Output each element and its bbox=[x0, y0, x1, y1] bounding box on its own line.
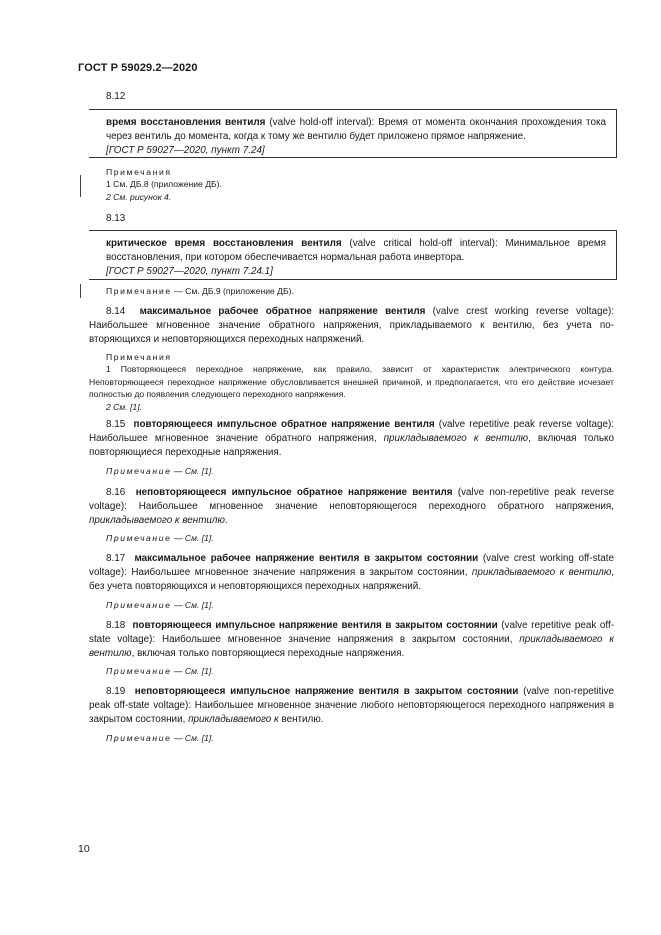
definition-text: 8.15 повторяющееся импульсное обратное напряжение вентиля (valve repetitive peak reverse voltage): Наибольшее мгновенное значение обратного напряжения, прикладываемого к вентилю, включая только повторяющиеся переходные напряжения. bbox=[89, 419, 614, 459]
definition: Минимальное время восстановления, при котором обеспечивается нормальная работа инвертора. bbox=[106, 238, 607, 264]
document-header: ГОСТ Р 59029.2—2020 bbox=[78, 62, 198, 74]
note-label: Примечание bbox=[106, 600, 172, 610]
definition-box-8-13 bbox=[89, 230, 617, 280]
note-8-13 bbox=[106, 285, 606, 297]
change-bar bbox=[80, 175, 81, 197]
note-item: 1 См. ДБ.8 (приложение ДБ). bbox=[106, 179, 222, 190]
note-label: Примечание bbox=[106, 666, 172, 676]
page-number: 10 bbox=[78, 843, 90, 855]
clause-8-17 bbox=[89, 552, 614, 595]
notes-label: Примечания bbox=[106, 352, 172, 362]
note-text: — См. ДБ.9 (приложение ДБ). bbox=[174, 286, 294, 296]
definition-text: 8.18 повторяющееся импульсное напряжение вентиля в закрытом состоянии (valve repetitive peak off-state voltage): Наибольшее мгновенное значение напряжения в закрытом состоянии, прикладываемого к вентилю, включая только повторяющиеся переходные напряжения. bbox=[89, 620, 614, 660]
term: время восстановления вентиля bbox=[106, 117, 266, 128]
term: неповторяющееся импульсное обратное напряжение вентиля bbox=[135, 487, 453, 498]
clause-number: 8.12 bbox=[106, 91, 126, 102]
note-item: 1 Повторяющееся переходное напряжение, как правило, зависит от характеристик электрического контура. Неповторяющееся переходное напряжение обусловливается внешней причиной, и предполагается, что его действие исчезает полностью до появления следующего переходного напряжения. bbox=[89, 364, 614, 400]
note-text: — См. [1]. bbox=[173, 533, 214, 543]
clause-8-14 bbox=[89, 305, 614, 348]
note-text: — См. [1]. bbox=[173, 733, 214, 743]
definition: Время от момента окончания прохождения тока через вентиль до момента, когда к тому же вентилю будет приложено прямое напряжение. bbox=[106, 117, 606, 143]
note-text: — См. [1]. bbox=[173, 466, 214, 476]
note-8-15 bbox=[89, 465, 614, 477]
term-english: (valve hold-off interval): bbox=[269, 117, 375, 128]
term: повторяющееся импульсное напряжение вентиля в закрытом состоянии bbox=[132, 620, 498, 631]
note-label: Примечание bbox=[106, 533, 172, 543]
change-bar bbox=[80, 284, 81, 298]
note-text: — См. [1]. bbox=[173, 666, 214, 676]
note-item: 2 См. рисунок 4. bbox=[106, 191, 172, 202]
source-reference: [ГОСТ Р 59027—2020, пункт 7.24] bbox=[106, 145, 265, 157]
note-8-17 bbox=[89, 599, 614, 611]
definition-box-8-12 bbox=[89, 109, 617, 158]
notes-label: Примечания bbox=[106, 167, 172, 177]
clause-8-18 bbox=[89, 619, 614, 662]
note-8-19 bbox=[89, 732, 614, 744]
definition-text bbox=[106, 237, 606, 265]
notes-8-12 bbox=[106, 166, 606, 203]
term: максимальное рабочее обратное напряжение вентиля bbox=[139, 306, 426, 317]
notes-8-14 bbox=[89, 351, 614, 413]
term: критическое время восстановления вентиля bbox=[106, 238, 342, 249]
note-label: Примечание bbox=[106, 286, 172, 296]
clause-8-16 bbox=[89, 486, 614, 529]
definition-text: 8.17 максимальное рабочее напряжение вентиля в закрытом состоянии (valve crest working off-state voltage): Наибольшее мгновенное значение напряжения в закрытом состоянии, прикладываемого к вентилю, без учета повторяющихся и неповторяющихся переходных напряжений. bbox=[89, 553, 615, 593]
note-text: — См. [1]. bbox=[173, 600, 214, 610]
clause-8-19 bbox=[89, 685, 614, 728]
clause-number: 8.13 bbox=[106, 213, 126, 224]
term: максимальное рабочее напряжение вентиля в закрытом состоянии bbox=[134, 553, 479, 564]
source-reference: [ГОСТ Р 59027—2020, пункт 7.24.1] bbox=[106, 266, 273, 278]
term-english: (valve critical hold-off interval): bbox=[349, 238, 498, 249]
definition-text bbox=[106, 116, 606, 144]
note-item: 2 См. [1]. bbox=[106, 401, 142, 412]
term: неповторяющееся импульсное напряжение вентиля в закрытом состоянии bbox=[134, 686, 519, 697]
clause-8-15 bbox=[89, 418, 614, 461]
term: повторяющееся импульсное обратное напряжение вентиля bbox=[133, 419, 435, 430]
note-8-16 bbox=[89, 532, 614, 544]
note-8-18 bbox=[89, 665, 614, 677]
note-label: Примечание bbox=[106, 733, 172, 743]
definition-text: 8.19 неповторяющееся импульсное напряжение вентиля в закрытом состоянии (valve non-repetitive peak off-state voltage): Наибольшее мгновенное значение любого неповторяющегося переходного напряжения в закрытом состоянии, прикладываемого к вентилю. bbox=[89, 686, 615, 726]
definition-text: 8.14 максимальное рабочее обратное напряжение вентиля (valve crest working reverse voltage): Наибольшее мгновенное значение обратного напряжения, прикладываемого к вентилю, без учета повторяющихся и неповторяющихся переходных напряжений. bbox=[89, 306, 614, 346]
definition-text: 8.16 неповторяющееся импульсное обратное напряжение вентиля (valve non-repetitive peak reverse voltage): Наибольшее мгновенное значение неповторяющегося переходного обратного напряжения, прикладываемого к вентилю. bbox=[89, 487, 614, 527]
note-label: Примечание bbox=[106, 466, 172, 476]
